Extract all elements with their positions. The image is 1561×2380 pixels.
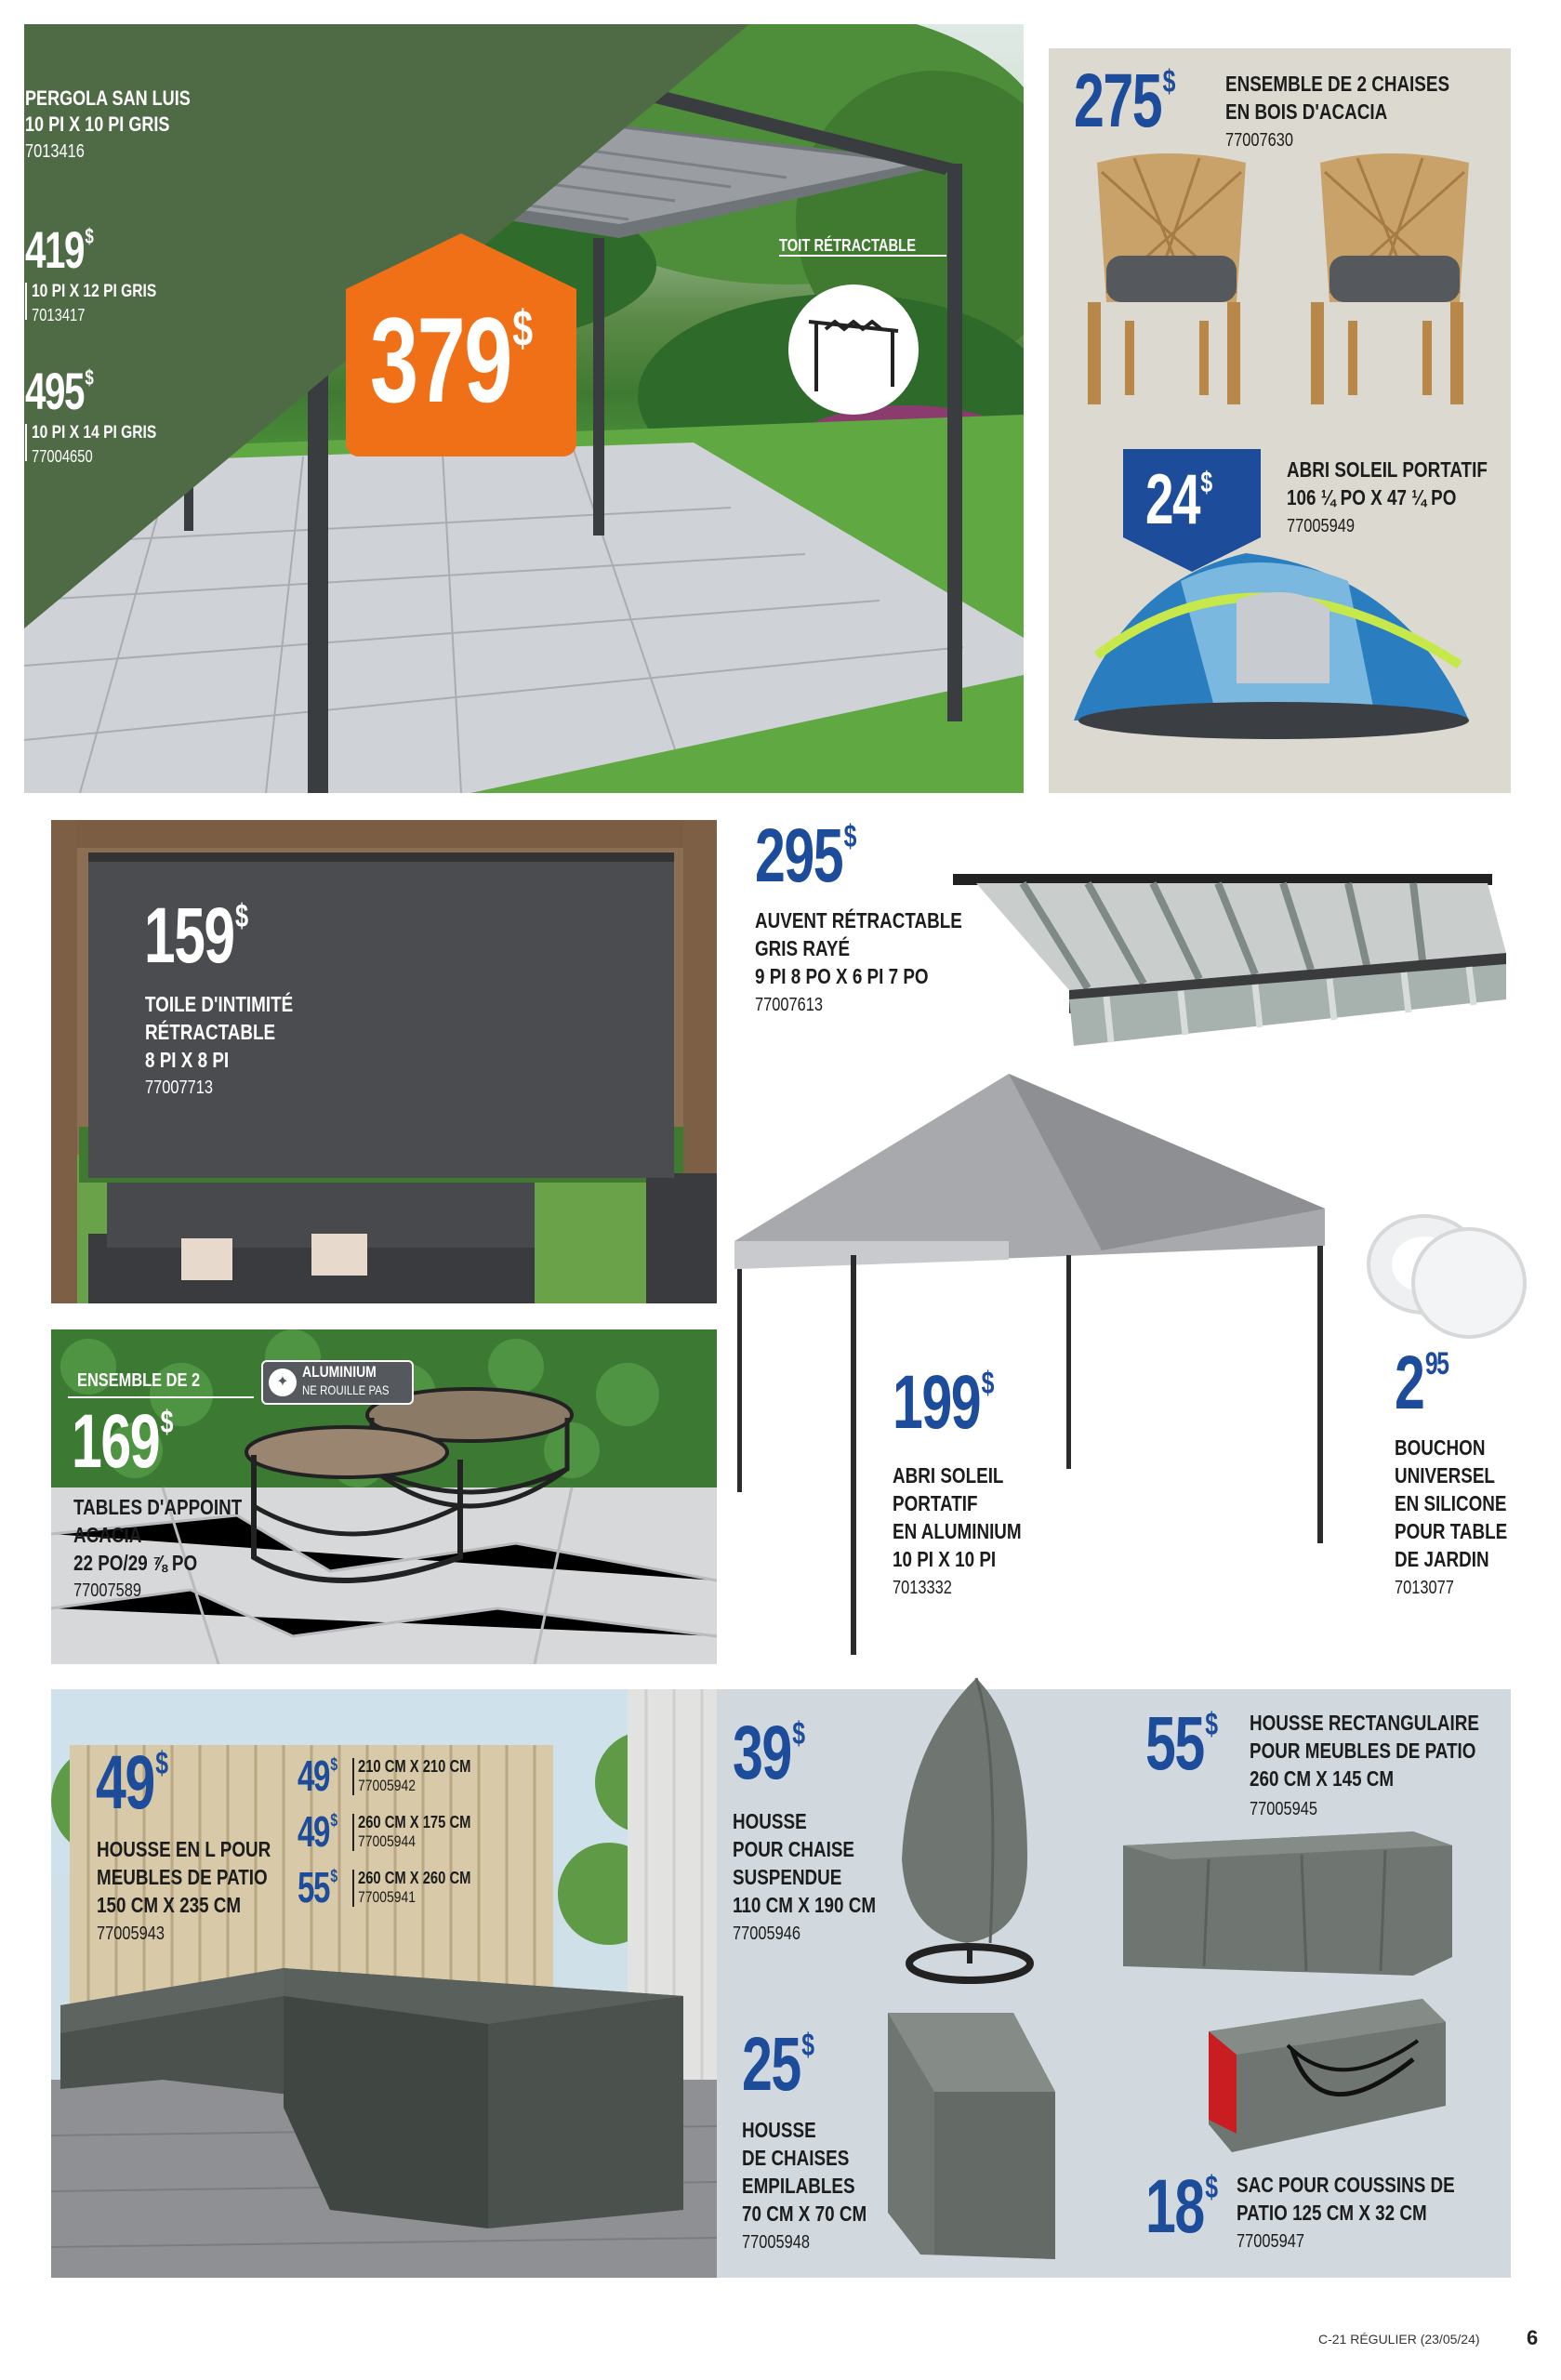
aluminium-badge-line1: ALUMINIUM	[302, 1363, 377, 1381]
pergola-variant2-price: 495$	[25, 362, 93, 420]
chairs-line1: ENSEMBLE DE 2 CHAISES	[1225, 72, 1450, 96]
beach-tent-image	[1069, 544, 1497, 739]
gazebo-line3: EN ALUMINIUM	[893, 1519, 1022, 1543]
rect-cover-line1: HOUSSE RECTANGULAIRE	[1250, 1711, 1479, 1735]
awning-line2: GRIS RAYÉ	[755, 936, 851, 960]
side-tables-price: 169$	[72, 1399, 172, 1484]
pergola-variant1-price: 419$	[25, 220, 93, 279]
stack-cover-line1: HOUSSE	[742, 2118, 816, 2142]
l-cover-variant3-size: 260 CM X 260 CM	[358, 1869, 471, 1887]
privacy-line1: TOILE D'INTIMITÉ	[145, 992, 294, 1016]
side-tables-sku: 77007589	[73, 1580, 141, 1601]
hanging-cover-line1: HOUSSE	[733, 1809, 807, 1833]
privacy-price: 159$	[144, 892, 247, 979]
awning-price: 295$	[755, 813, 855, 898]
gazebo-image	[730, 1069, 1334, 1664]
cushion-bag-line2: PATIO 125 CM X 32 CM	[1237, 2201, 1427, 2225]
cushion-bag-line1: SAC POUR COUSSINS DE	[1237, 2173, 1455, 2197]
l-cover-variant3-sku: 77005941	[358, 1888, 417, 1906]
awning-line1: AUVENT RÉTRACTABLE	[755, 908, 962, 932]
tent-line1: ABRI SOLEIL PORTATIF	[1287, 457, 1488, 482]
tent-line2: 106 ¼ PO X 47 ¼ PO	[1287, 485, 1457, 509]
plug-sku: 7013077	[1395, 1578, 1454, 1598]
side-tables-line3: 22 PO/29 ⅞ PO	[73, 1551, 198, 1575]
chairs-price: 275$	[1074, 59, 1174, 143]
l-cover-variant2-divider	[352, 1814, 354, 1851]
plug-line2: UNIVERSEL	[1395, 1463, 1495, 1488]
l-cover-variant3-divider	[352, 1870, 354, 1907]
stack-cover-line3: EMPILABLES	[742, 2174, 855, 2198]
stack-cover-price: 25$	[742, 2022, 814, 2107]
plug-line4: POUR TABLE	[1395, 1519, 1508, 1543]
l-cover-price: 49$	[96, 1740, 167, 1825]
hanging-cover-line4: 110 CM X 190 CM	[733, 1893, 877, 1917]
stack-cover-line2: DE CHAISES	[742, 2146, 850, 2170]
hanging-cover-line3: SUSPENDUE	[733, 1865, 842, 1889]
privacy-sku: 77007713	[145, 1078, 213, 1098]
l-cover-photo	[51, 1689, 717, 2278]
acacia-chair-right	[1302, 144, 1488, 414]
pergola-variant1-divider	[25, 283, 27, 320]
side-tables-line2: ACACIA	[73, 1523, 142, 1547]
l-cover-line1: HOUSSE EN L POUR	[97, 1837, 271, 1861]
rectangular-cover-image	[1116, 1827, 1460, 1985]
tent-sku: 77005949	[1287, 516, 1355, 536]
retractable-roof-label: TOIT RÉTRACTABLE	[779, 236, 917, 255]
l-cover-variant1-sku: 77005942	[358, 1777, 417, 1794]
cushion-bag-price: 18$	[1145, 2164, 1217, 2249]
rect-cover-line3: 260 CM X 145 CM	[1250, 1766, 1395, 1791]
pergola-name-line1: PERGOLA SAN LUIS	[25, 86, 191, 110]
tent-price: 24$	[1145, 460, 1211, 539]
pergola-variant1-size: 10 PI X 12 PI GRIS	[32, 282, 157, 301]
cushion-bag-sku: 77005947	[1237, 2231, 1304, 2252]
l-cover-variant2-size: 260 CM X 175 CM	[358, 1813, 471, 1831]
side-tables-tag: ENSEMBLE DE 2	[77, 1370, 201, 1391]
privacy-line3: 8 PI X 8 PI	[145, 1048, 230, 1072]
aluminium-badge-line2: NE ROUILLE PAS	[302, 1382, 390, 1397]
plug-line5: DE JARDIN	[1395, 1547, 1489, 1571]
l-cover-variant1-price: 49$	[298, 1752, 337, 1800]
side-tables-photo	[51, 1329, 717, 1664]
l-cover-sku: 77005943	[97, 1924, 165, 1944]
pergola-variant2-divider	[25, 424, 27, 461]
plug-line3: EN SILICONE	[1395, 1491, 1507, 1515]
pergola-name-line2: 10 PI X 10 PI GRIS	[25, 112, 170, 136]
gazebo-sku: 7013332	[893, 1578, 952, 1598]
acacia-chair-left	[1078, 144, 1264, 414]
pergola-variant1-sku: 7013417	[32, 306, 86, 324]
gazebo-line4: 10 PI X 10 PI	[893, 1547, 997, 1571]
retractable-awning-image	[948, 860, 1515, 1046]
cushion-bag-image	[1199, 1994, 1450, 2162]
l-cover-line3: 150 CM X 235 CM	[97, 1893, 242, 1917]
footer-code: C-21 RÉGULIER (23/05/24)	[1318, 2332, 1480, 2347]
chairs-sku: 77007630	[1225, 130, 1293, 151]
pergola-sku: 7013416	[25, 141, 85, 162]
aluminium-icon: ✦	[269, 1368, 297, 1396]
hanging-cover-sku: 77005946	[733, 1924, 800, 1944]
privacy-line2: RÉTRACTABLE	[145, 1020, 276, 1044]
stackable-chairs-cover-image	[883, 2008, 1060, 2268]
gazebo-price: 199$	[893, 1360, 993, 1445]
privacy-photo	[51, 820, 717, 1303]
rect-cover-price: 55$	[1145, 1701, 1217, 1786]
l-cover-variant2-price: 49$	[298, 1807, 337, 1856]
plug-price: $2^{95}$	[1395, 1341, 1449, 1425]
rect-cover-line2: POUR MEUBLES DE PATIO	[1250, 1739, 1476, 1763]
side-tables-line1: TABLES D'APPOINT	[73, 1495, 243, 1519]
rect-cover-sku: 77005945	[1250, 1799, 1317, 1819]
chairs-line2: EN BOIS D'ACACIA	[1225, 99, 1388, 124]
pergola-variant2-sku: 77004650	[32, 447, 93, 466]
hanging-cover-price: 39$	[733, 1711, 804, 1795]
l-cover-line2: MEUBLES DE PATIO	[97, 1865, 268, 1889]
l-cover-variant1-divider	[352, 1758, 354, 1795]
hanging-chair-cover-image	[888, 1673, 1046, 1990]
awning-line3: 9 PI 8 PO X 6 PI 7 PO	[755, 964, 929, 988]
stack-cover-line4: 70 CM X 70 CM	[742, 2202, 867, 2226]
l-cover-variant1-size: 210 CM X 210 CM	[358, 1757, 471, 1776]
awning-sku: 77007613	[755, 995, 823, 1015]
l-cover-variant3-price: 55$	[298, 1863, 337, 1911]
gazebo-line1: ABRI SOLEIL	[893, 1463, 1004, 1488]
retractable-roof-icon	[788, 284, 919, 415]
l-cover-variant2-sku: 77005944	[358, 1832, 417, 1850]
pergola-price: 379$	[370, 292, 532, 428]
page-number: 6	[1527, 2326, 1539, 2349]
silicone-plug-image	[1359, 1209, 1531, 1348]
stack-cover-sku: 77005948	[742, 2232, 810, 2253]
plug-line1: BOUCHON	[1395, 1435, 1486, 1460]
hanging-cover-line2: POUR CHAISE	[733, 1837, 854, 1861]
pergola-variant2-size: 10 PI X 14 PI GRIS	[32, 423, 157, 443]
gazebo-line2: PORTATIF	[893, 1491, 978, 1515]
retractable-roof-underline	[779, 255, 946, 257]
pergola-photo	[24, 24, 1024, 793]
